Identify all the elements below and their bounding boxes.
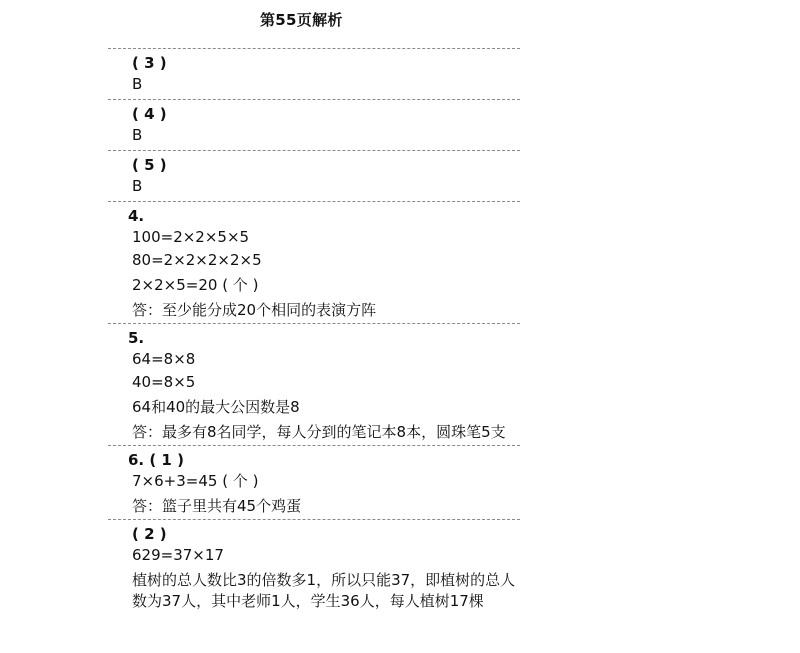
question-heading: 4. — [128, 207, 145, 225]
answer-line: 7×6+3=45 ( 个 ) — [132, 472, 259, 490]
answer-line: B — [132, 177, 143, 195]
question-heading: ( 2 ) — [132, 525, 167, 543]
answer-line: 答：至少能分成20个相同的表演方阵 — [132, 301, 377, 319]
answer-line: B — [132, 126, 143, 144]
answer-line: 40=8×5 — [132, 373, 196, 391]
question-heading: 6. ( 1 ) — [128, 451, 184, 469]
answer-section-q6-1 — [108, 445, 520, 519]
answer-section-4 — [108, 99, 520, 150]
answer-line: 64=8×8 — [132, 350, 196, 368]
question-heading: ( 4 ) — [132, 105, 167, 123]
page-title: 第55页解析 — [260, 11, 343, 29]
answer-line: 64和40的最大公因数是8 — [132, 398, 300, 416]
answer-section-3 — [108, 48, 520, 99]
solution-content — [108, 48, 520, 614]
question-heading: 5. — [128, 329, 145, 347]
answer-section-q6-2 — [108, 519, 520, 614]
answer-line: 答：最多有8名同学，每人分到的笔记本8本，圆珠笔5支 — [132, 423, 506, 441]
answer-section-q4 — [108, 201, 520, 323]
answer-line: B — [132, 75, 143, 93]
answer-section-q5 — [108, 323, 520, 445]
question-heading: ( 5 ) — [132, 156, 167, 174]
answer-line: 植树的总人数比3的倍数多1，所以只能37，即植树的总人数为37人，其中老师1人，学生36人，每人植树17棵 — [132, 571, 516, 610]
answer-line: 100=2×2×5×5 — [132, 228, 250, 246]
question-heading: ( 3 ) — [132, 54, 167, 72]
answer-line: 629=37×17 — [132, 546, 224, 564]
answer-section-5 — [108, 150, 520, 201]
answer-line: 答：篮子里共有45个鸡蛋 — [132, 497, 302, 515]
answer-line: 80=2×2×2×2×5 — [132, 251, 262, 269]
answer-line: 2×2×5=20 ( 个 ) — [132, 276, 259, 294]
